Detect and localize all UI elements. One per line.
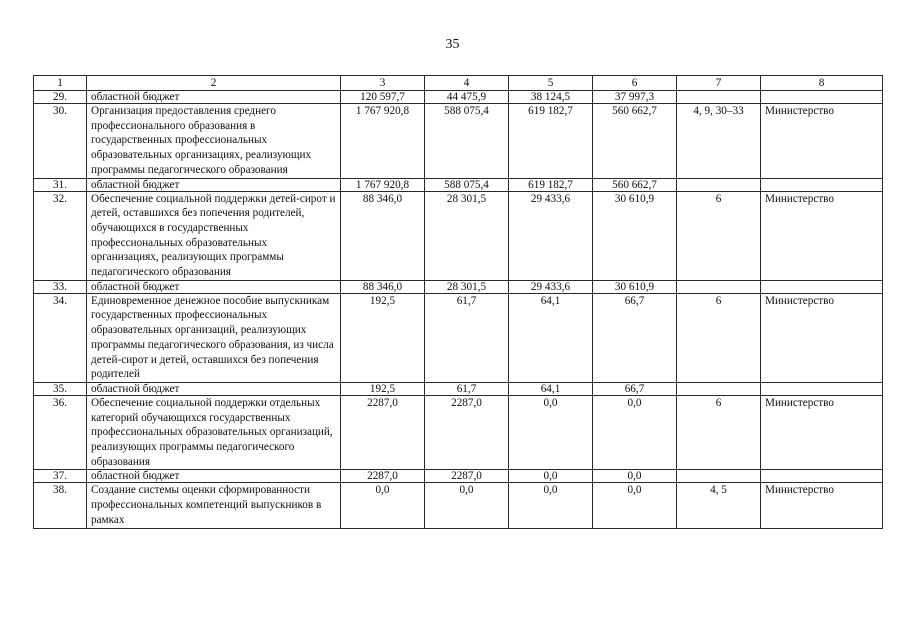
row-year-3: 30 610,9 xyxy=(593,191,677,280)
row-name: Обеспечение социальной поддержки отдельных категорий обучающихся государственных профессиональных образовательных организаций, реализующих программы педагогического образования xyxy=(87,395,341,470)
row-number: 29. xyxy=(34,91,87,104)
row-year-2: 0,0 xyxy=(509,483,593,528)
row-number: 37. xyxy=(34,470,87,483)
column-header: 5 xyxy=(509,76,593,91)
row-indicators: 6 xyxy=(677,395,761,470)
row-executor: Министерство xyxy=(761,293,883,382)
table-row xyxy=(34,470,883,483)
page-number: 35 xyxy=(445,37,460,52)
table-header-row xyxy=(34,76,883,91)
row-number: 31. xyxy=(34,178,87,191)
column-header: 8 xyxy=(761,76,883,91)
row-year-1: 2287,0 xyxy=(425,470,509,483)
row-indicators xyxy=(677,470,761,483)
row-name: Обеспечение социальной поддержки детей-сирот и детей, оставшихся без попечения родителей, обучающихся в государственных профессиональных образовательных организациях, реализующих программы педагогического образования xyxy=(87,191,341,280)
row-year-3: 0,0 xyxy=(593,470,677,483)
row-year-3: 30 610,9 xyxy=(593,280,677,293)
row-number: 36. xyxy=(34,395,87,470)
column-header: 1 xyxy=(34,76,87,91)
row-name: Организация предоставления среднего профессионального образования в государственных профессиональных образовательных организациях, реализующих программы педагогического образования xyxy=(87,104,341,179)
row-total: 2287,0 xyxy=(341,395,425,470)
row-indicators: 4, 9, 30–33 xyxy=(677,104,761,179)
row-executor: Министерство xyxy=(761,191,883,280)
row-indicators xyxy=(677,382,761,395)
column-header: 6 xyxy=(593,76,677,91)
column-header: 2 xyxy=(87,76,341,91)
row-year-3: 0,0 xyxy=(593,395,677,470)
row-executor xyxy=(761,382,883,395)
column-header: 7 xyxy=(677,76,761,91)
table-row xyxy=(34,91,883,104)
row-executor: Министерство xyxy=(761,483,883,528)
row-year-1: 28 301,5 xyxy=(425,280,509,293)
row-total: 1 767 920,8 xyxy=(341,178,425,191)
row-total: 192,5 xyxy=(341,382,425,395)
row-indicators: 6 xyxy=(677,191,761,280)
table-row xyxy=(34,178,883,191)
row-indicators xyxy=(677,91,761,104)
row-name: Создание системы оценки сформированности профессиональных компетенций выпускников в рамках xyxy=(87,483,341,528)
table-row xyxy=(34,191,883,280)
row-year-1: 61,7 xyxy=(425,293,509,382)
program-table xyxy=(33,75,883,529)
row-executor xyxy=(761,280,883,293)
row-indicators xyxy=(677,280,761,293)
row-total: 88 346,0 xyxy=(341,191,425,280)
row-year-1: 61,7 xyxy=(425,382,509,395)
row-year-2: 0,0 xyxy=(509,395,593,470)
row-year-2: 0,0 xyxy=(509,470,593,483)
row-number: 38. xyxy=(34,483,87,528)
row-name: областной бюджет xyxy=(87,382,341,395)
table-row xyxy=(34,382,883,395)
row-year-3: 560 662,7 xyxy=(593,104,677,179)
row-year-1: 588 075,4 xyxy=(425,178,509,191)
row-year-1: 28 301,5 xyxy=(425,191,509,280)
row-year-2: 38 124,5 xyxy=(509,91,593,104)
row-number: 34. xyxy=(34,293,87,382)
row-year-3: 66,7 xyxy=(593,293,677,382)
table-row xyxy=(34,395,883,470)
row-number: 33. xyxy=(34,280,87,293)
row-total: 120 597,7 xyxy=(341,91,425,104)
row-year-2: 619 182,7 xyxy=(509,178,593,191)
row-name: областной бюджет xyxy=(87,91,341,104)
row-name: областной бюджет xyxy=(87,178,341,191)
row-total: 88 346,0 xyxy=(341,280,425,293)
table-row xyxy=(34,483,883,528)
row-executor: Министерство xyxy=(761,104,883,179)
row-indicators xyxy=(677,178,761,191)
row-year-1: 44 475,9 xyxy=(425,91,509,104)
row-year-2: 64,1 xyxy=(509,293,593,382)
row-year-3: 0,0 xyxy=(593,483,677,528)
table-row xyxy=(34,293,883,382)
table-row xyxy=(34,104,883,179)
row-number: 30. xyxy=(34,104,87,179)
row-total: 0,0 xyxy=(341,483,425,528)
row-total: 2287,0 xyxy=(341,470,425,483)
row-name: Единовременное денежное пособие выпускникам государственных профессиональных образовательных организаций, реализующих программы педагогического образования, из числа детей-сирот и детей, оставшихся без попечения родителей xyxy=(87,293,341,382)
row-name: областной бюджет xyxy=(87,470,341,483)
row-name: областной бюджет xyxy=(87,280,341,293)
row-executor: Министерство xyxy=(761,395,883,470)
row-year-3: 66,7 xyxy=(593,382,677,395)
row-number: 35. xyxy=(34,382,87,395)
row-year-2: 619 182,7 xyxy=(509,104,593,179)
row-total: 192,5 xyxy=(341,293,425,382)
row-executor xyxy=(761,91,883,104)
row-year-1: 2287,0 xyxy=(425,395,509,470)
row-total: 1 767 920,8 xyxy=(341,104,425,179)
row-year-2: 64,1 xyxy=(509,382,593,395)
row-year-3: 37 997,3 xyxy=(593,91,677,104)
row-indicators: 4, 5 xyxy=(677,483,761,528)
row-year-2: 29 433,6 xyxy=(509,280,593,293)
column-header: 4 xyxy=(425,76,509,91)
row-indicators: 6 xyxy=(677,293,761,382)
row-year-3: 560 662,7 xyxy=(593,178,677,191)
row-number: 32. xyxy=(34,191,87,280)
row-year-2: 29 433,6 xyxy=(509,191,593,280)
row-year-1: 588 075,4 xyxy=(425,104,509,179)
table-row xyxy=(34,280,883,293)
column-header: 3 xyxy=(341,76,425,91)
row-executor xyxy=(761,178,883,191)
row-year-1: 0,0 xyxy=(425,483,509,528)
row-executor xyxy=(761,470,883,483)
